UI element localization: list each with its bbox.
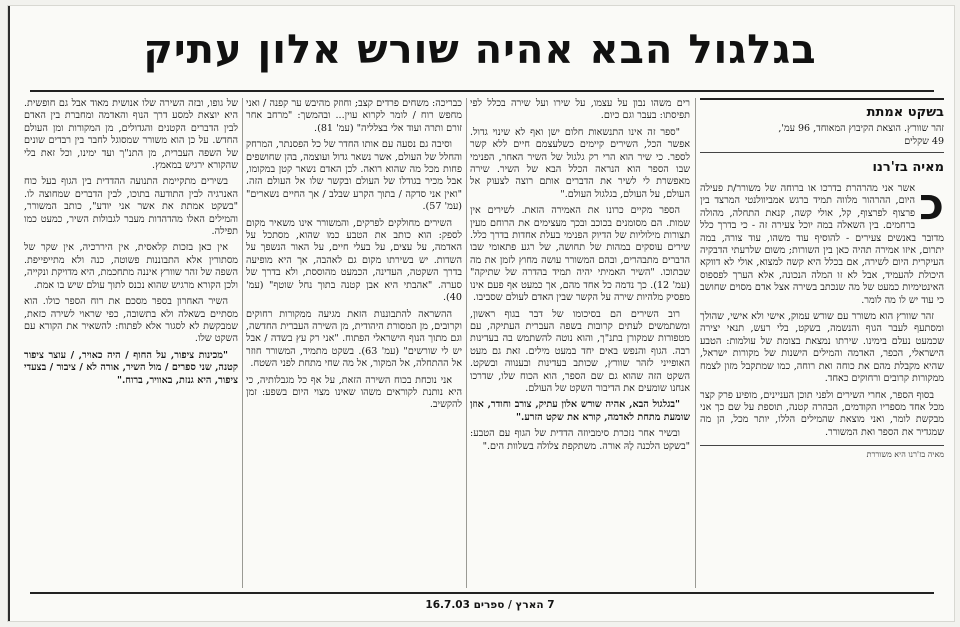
article-paragraph <box>700 179 944 307</box>
article-paragraph: רוב השירים הם בסיכומו של דבר בגוף ראשון, ומשתמשים לעתים קרובות בשפה העברית העתיקה, עם מטפורות שמקורן בתנ"ך, והוא נוטה להשתמש בה בעדינות רבה. הגוף והנפש באים יחד במעט מילים. זאת גם מעט האופייני לזהר שוורץ, שכותב בעדינות ובענווה ובשקט. השקט הזה שהוא גם שם הספר, הוא הכוח שלו, שדרכו אנחנו שומעים את הדיבור השקט של העולם. <box>470 308 690 394</box>
drop-cap: כ <box>919 179 944 230</box>
book-title: בשקט אמתת <box>866 105 944 120</box>
article-paragraph: בסוף הספר, אחרי השירים ולפני תוכן העניינים, מופיע פרק קצר מכל אחד מספריו הקודמים, הבהרה קטנה, תוספת על שם כך אני מבקשת לומר, ואני מוצאת שהמילים הללו, יותר מכל, הן מה שמגדיר את הספר ואת המשורר. <box>700 389 944 438</box>
article-paragraph: ובשיר אחר נזכרת סימביוזה הדדית של הגוף עם הטבע: "בשקט הלכנה לָהּ אורה. משתקפת צלולה בשלוות הים." <box>470 428 690 452</box>
article-paragraph: אני נוכחת בכוח השירה הזאת, על אף כל מגבלותיה, כי היא נותנת לקוראים משהו שאינו מצוי היום בשפע: זמן להקשיב. <box>246 374 462 411</box>
pull-quote: "בגלגול הבא, אהיה שורש אלון עתיק, צורב וחודר, אוזן שומעת מתחת לאדמה, קורא את שקט הזרע." <box>470 399 690 423</box>
reviewer-name: מאיה בז'רנו <box>872 160 944 175</box>
article-paragraph: של גופו, ובזה השירה שלו אנושית מאוד אבל גם חופשית. היא יוצאת למסע דרך הנוף והאדמה ומחברת בין האדם לבין הדברים הקטנים והגדולים, מן המקורות ומן העולם החדש. על כן הוא משורר שמסוגל לחבר בין רבדים שונים של השפה העברית, מן התנ"ך ועד ימינו, וכל זאת בלי שהקורא ירגיש במאמץ. <box>24 98 238 172</box>
column-1 <box>700 98 944 588</box>
article-paragraph: הספר מקיים כרונו את האמירה הזאת. לשירים אין שמות. הם מסומנים בכוכב ובכך מעצימים את הרוחם מעין תצורות מילוליות של הדיוק הפנימי בעלת אחדות בדרך כלל. שירים עוסקים במהות של תחושה, של רגע פתאומי שבו הדברים מתבהרים, ובהם המשורר עושה מחוץ לזמן את מה שבתוכו. "השיר האמיתי יהיה תמיד בהדרה של שתיקה" (עמ' 12). כך נדמה כל אחד מהם, אך כמעט אף פעם אינו מפסיק מלהיות שירה על הקשר שבין האדם לעולם שסביבו. <box>470 205 690 304</box>
article-paragraph: זהר שוורץ הוא משורר עם שורש עמוק, אישי ולא אישי, שהולך ומסתעף לעבר הגוף והנשמה, בשקט, בלי רעש, תנאי יצירה שכמעט נעלם בימינו. שירתו נמצאת בצומת של עולמות: הטבע הישראלי, הכפר, האדמה והמילים הישנות של מקורות ישראל, שהיא מקבלת מהם את כוחה ואת רוחה, כמו שמתקבל מזון לצמח ממקורות קרובים ורחוקים כאחד. <box>700 311 944 385</box>
bottom-rule <box>30 592 934 594</box>
column-divider <box>242 98 243 588</box>
book-info-box <box>700 98 944 177</box>
article-paragraph: וסיבה גם נסעה עם אותו החדר של כל הפסנתר, המרחק והחלל של העולם, אשר נשאר גדול ועוצמה, בהן שחושפים פחות מכל מה שהוא רואה. לכן האדם נשאר קטן במקומו, אבל מכיר בגודלו של העולם ובקשר שלו אל העולם הזה. "ואין אני סדקה / בתוך הקרע שבלב / אך החיים נשארים" (עמ' 57). <box>246 139 462 213</box>
column-3 <box>246 98 462 588</box>
article-paragraph: ההשראה להתבוננות הזאת מגיעה ממקורות רחוקים וקרובים, מן המסורת היהודית, מן השירה העברית החדשה, וגם מתוך הנוף הישראלי הפתוח. "אני רק עץ בשדה / אבל יש לי שורשים" (עמ' 63). בשקט מתמיד, המשורר חוזר אל ההתחלה, אל המקור, אל מה שחי מתחת לפני השטח. <box>246 308 462 370</box>
article-paragraph: "ספר זה אינו התנשאות חלום ישן ואף לא שינוי גדול. אפשר הכל, השירים קיימים כשלעצמם חיים ללא קשר לספר. כי שיר הוא הרי רק גלגול של השיר האחר, הפנימי שבו הספר הוא הנראה הכלל הבא של השיר. שירה מאפשרת לי לשיר את הדברים אותם רוצה לצעוק אל העולם, על העולם, בגלגול העולם." <box>470 126 690 200</box>
column-divider <box>466 98 467 588</box>
column-4 <box>24 98 238 588</box>
article-paragraph: כבריכה: משחים פרדים קצב; וחוזק מהיבש ער קפנה / ואני מחפש רוח / לומר לקרוא עוין... ובהמשך: "מרחב אחר זורם ותרה ועוד אלי בצלליה" (עמ' 81). <box>246 98 462 134</box>
closing-quote: "מכינות ציפור, על החוף / היה כאויר, / עוצר ציפור קטנה, שני ספרים / מול השיר, אורה לא / ציבור / בצעדי ציפור, היא גנזת, באוויר, ברוח." <box>24 349 238 386</box>
book-publisher: זהר שוורץ. הוצאת הקיבוץ המאוחד, 96 עמ', <box>778 123 944 134</box>
article-paragraph: השיר האחרון בספר מסכם את רוח הספר כולו. הוא מסתיים בשאלה ולא בתשובה, כפי שראוי לשירה כזאת, שמבקשת לא לסגור אלא לפתוח: להשאיר את הקורא עם השקט שלו. <box>24 296 238 345</box>
book-price: 49 שקלים <box>700 135 944 153</box>
column-2 <box>470 98 690 588</box>
article-paragraph: בשירים מתקיימת התנועה ההדדית בין הגוף בעל כוח האנרגיה לבין התודעה בתוכו, לבין הדברים שמחוצה לו. "בשקט אמתת את אשר אני יודע", כותב המשורר, והמילים האלו מהדהדות מעבר לגבולות השיר, כמעט כמו תפילה. <box>24 176 238 238</box>
article-paragraph: השירים מחולקים לפרקים, והמשורר אינו משאיר מקום לספק: הוא כותב את הטבע כמו שהוא, מסתכל על האדמה, על עצים, על בעלי חיים, על האור הנשפך על השדות. יש בשירתו מקום גם לאהבה, אך היא מופיעה בדרך השקטה, העדינה, הכמעט מהוססת, ולא בדרך של סערה. "אהבתי היא אבן קטנה בתוך נחל שוטף" (עמ' 40). <box>246 217 462 304</box>
paragraph-text: אשר אני מהרהרת בדרכו או ברוחה של משורר/ת פעילה היום, ההרהור מלווה תמיד ברגש אמביוולנטי המרצד בין פרצוף לפרצוף, קל, אולי קשה, קנאת התחלה, מהולה ברחמים. בין השאלה במה יוכל צעירה זה - כי בדרך כלל מדובר באנשים צעירים - להוסיף עוד משהו, עוד צורה, במה יתרום, איזו אמירה תהיה כאן בין השורות; משום שלרעתי הדבקיה העיקרית היום לשירה, אם בכלל היא קשה למצוא, אולי לא דווקא היכולת להעמיד, אבל לא זו המלה הנכונה, אלא הערך לפספוס האינטימיות כמעט של מה שנכתב בשירה אצל אדם מסוים שחושב כי עוד יש לו מה לומר. <box>700 183 944 306</box>
article-paragraph: אין כאן בזכות קלאסית, אין היררכיה, אין שקר של מסתורין אלא התבוננות פשוטה, כנה ולא מתייפייפת. השפה של זהר שוורץ איננה מתחכמת, היא מדויקת ונקייה, ולכן הקורא מרגיש שהוא נכנס לתוך עולם שיש בו אמת. <box>24 242 238 291</box>
article-paragraph: רים משהו נבון על עצמו, על שירו ועל שירה בכלל לפי תפיסתו: בעבר וגם כיום. <box>470 98 690 122</box>
author-credit: מאיה בז'רנו היא משוררת <box>700 445 944 460</box>
top-rule <box>30 90 934 92</box>
column-divider <box>695 98 696 588</box>
page-footer: 7 הארץ / ספרים 16.7.03 <box>425 599 555 611</box>
newspaper-page <box>8 6 954 621</box>
headline: בגלגול הבא אהיה שורש אלון עתיק <box>143 27 817 73</box>
